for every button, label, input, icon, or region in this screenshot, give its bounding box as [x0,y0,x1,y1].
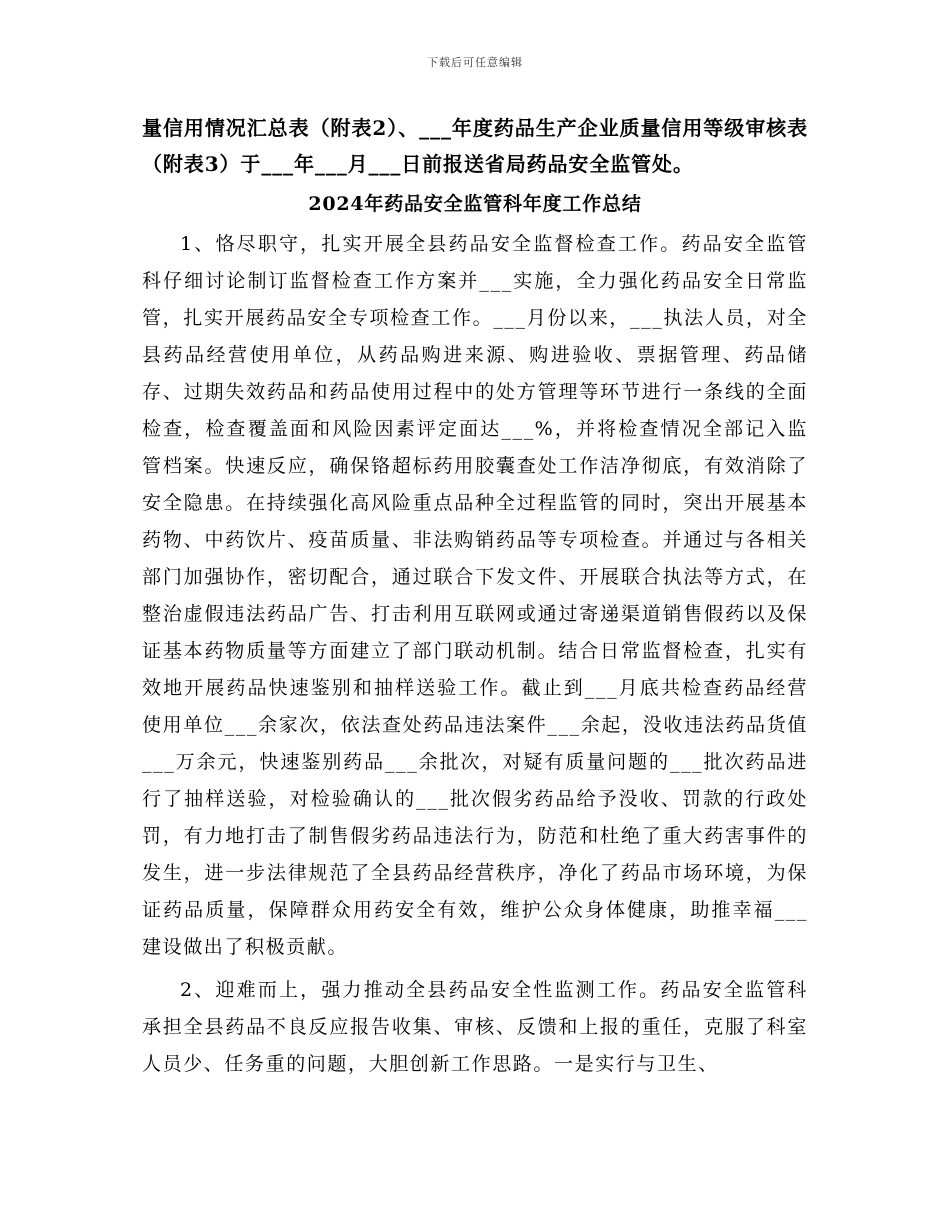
page-header-note: 下载后可任意编辑 [427,56,523,69]
document-title: 2024年药品安全监管科年度工作总结 [308,193,642,215]
body-paragraph-2: 2、迎难而上，强力推动全县药品安全性监测工作。药品安全监管科承担全县药品不良反应报告收集、审核、反馈和上报的重任，克服了科室人员少、任务重的问题，大胆创新工作思路。一是实行与卫生、 [142,979,808,1075]
intro-paragraph: 量信用情况汇总表（附表2）、___年度药品生产企业质量信用等级审核表（附表3）于___年___月___日前报送省局药品安全监管处。 [142,116,808,176]
body-paragraph-1: 1、恪尽职守，扎实开展全县药品安全监督检查工作。药品安全监管科仔细讨论制订监督检查工作方案并___实施，全力强化药品安全日常监管，扎实开展药品安全专项检查工作。___月份以来，___执法人员，对全县药品经营使用单位，从药品购进来源、购进验收、票据管理、药品储存、过期失效药品和药品使用过程中的处方管理等环节进行一条线的全面检查，检查覆盖面和风险因素评定面达___%，并将检查情况全部记入监管档案。快速反应，确保铬超标药用胶囊查处工作洁净彻底，有效消除了安全隐患。在持续强化高风险重点品种全过程监管的同时，突出开展基本药物、中药饮片、疫苗质量、非法购销药品等专项检查。并通过与各相关部门加强协作，密切配合，通过联合下发文件、开展联合执法等方式，在整治虚假违法药品广告、打击利用互联网或通过寄递渠道销售假药以及保证基本药物质量等方面建立了部门联动机制。结合日常监督检查，扎实有效地开展药品快速鉴别和抽样送验工作。截止到___月底共检查药品经营使用单位___余家次，依法查处药品违法案件___余起，没收违法药品货值___万余元，快速鉴别药品___余批次，对疑有质量问题的___批次药品进行了抽样送验，对检验确认的___批次假劣药品给予没收、罚款的行政处罚，有力地打击了制售假劣药品违法行为，防范和杜绝了重大药害事件的发生，进一步法律规范了全县药品经营秩序，净化了药品市场环境，为保证药品质量，保障群众用药安全有效，维护公众身体健康，助推幸福___建设做出了积极贡献。 [142,233,808,958]
document-body [142,110,808,1089]
